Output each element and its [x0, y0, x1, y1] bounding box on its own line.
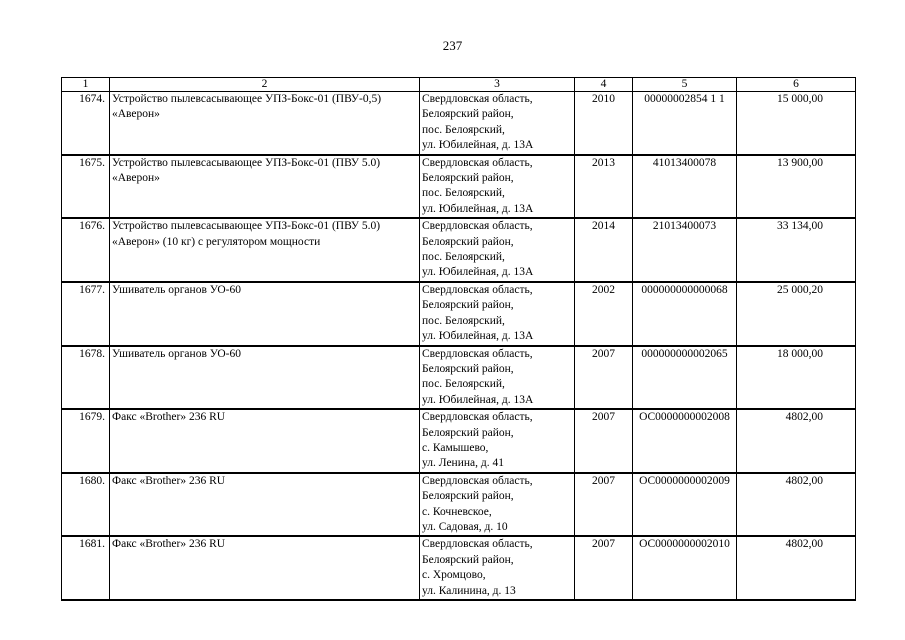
item-name: Устройство пылевсасывающее УПЗ-Бокс-01 (ПВУ-0,5) «Аверон» [112, 93, 382, 121]
row-number: 1674. [62, 92, 110, 155]
item-name-cell [110, 155, 420, 219]
item-name: Устройство пылевсасывающее УПЗ-Бокс-01 (ПВУ 5.0) «Аверон» [112, 156, 381, 185]
address-line: Свердловская область, [422, 220, 533, 233]
table-row [62, 536, 856, 600]
address-line: пос. Белоярский, [422, 187, 505, 200]
item-name-cell [110, 92, 420, 155]
address-line: ул. Садовая, д. 10 [422, 520, 508, 533]
address-cell [420, 155, 575, 219]
year-cell: 2010 [575, 92, 633, 155]
year-cell: 2014 [575, 218, 633, 282]
item-name: Факс «Brother» 236 RU [112, 538, 226, 551]
address-line: Свердловская область, [422, 156, 533, 169]
address-cell [420, 92, 575, 155]
address-line: Свердловская область, [422, 474, 533, 487]
item-name-cell [110, 346, 420, 410]
address-cell [420, 282, 575, 346]
amount-cell: 4802,00 [737, 409, 856, 473]
address-line: с. Кочневское, [422, 505, 492, 518]
amount-cell: 4802,00 [737, 536, 856, 600]
item-name: Ушиватель органов УО-60 [112, 347, 241, 360]
table-body [62, 92, 856, 601]
address-line: ул. Ленина, д. 41 [422, 457, 504, 470]
table-row [62, 155, 856, 219]
header-col-5: 5 [633, 78, 737, 92]
address-line: с. Хромцово, [422, 569, 486, 582]
year-cell: 2007 [575, 536, 633, 600]
address-line: Белоярский район, [422, 235, 514, 248]
address-line: ул. Юбилейная, д. 13А [422, 266, 534, 279]
inventory-number-cell: ОС0000000002009 [633, 473, 737, 537]
amount-cell: 33 134,00 [737, 218, 856, 282]
address-cell [420, 409, 575, 473]
year-cell: 2007 [575, 409, 633, 473]
item-name: Ушиватель органов УО-60 [112, 283, 241, 296]
header-col-6: 6 [737, 78, 856, 92]
inventory-number-cell: ОС0000000002010 [633, 536, 737, 600]
address-line: Свердловская область, [422, 538, 533, 551]
amount-cell: 4802,00 [737, 473, 856, 537]
row-number: 1680. [62, 473, 110, 537]
inventory-number-cell: 00000002854 1 1 [633, 92, 737, 155]
address-cell [420, 346, 575, 410]
amount-cell: 15 000,00 [737, 92, 856, 155]
address-line: пос. Белоярский, [422, 123, 505, 136]
row-number: 1676. [62, 218, 110, 282]
amount-cell: 13 900,00 [737, 155, 856, 219]
address-line: Белоярский район, [422, 172, 514, 185]
address-line: пос. Белоярский, [422, 378, 505, 391]
address-cell [420, 536, 575, 600]
year-cell: 2013 [575, 155, 633, 219]
table-row [62, 282, 856, 346]
item-name-cell [110, 282, 420, 346]
header-col-3: 3 [420, 78, 575, 92]
item-name: Факс «Brother» 236 RU [112, 411, 226, 424]
row-number: 1675. [62, 155, 110, 219]
address-cell [420, 218, 575, 282]
row-number: 1679. [62, 409, 110, 473]
amount-cell: 25 000,20 [737, 282, 856, 346]
address-line: ул. Юбилейная, д. 13А [422, 202, 534, 215]
address-line: Белоярский район, [422, 490, 514, 503]
year-cell: 2007 [575, 473, 633, 537]
header-col-1: 1 [62, 78, 110, 92]
inventory-number-cell: 21013400073 [633, 218, 737, 282]
table-row [62, 473, 856, 537]
table-header-row [62, 78, 856, 92]
year-cell: 2002 [575, 282, 633, 346]
address-line: ул. Калинина, д. 13 [422, 584, 516, 597]
item-name-cell [110, 218, 420, 282]
address-cell [420, 473, 575, 537]
address-line: пос. Белоярский, [422, 251, 505, 264]
table-row [62, 218, 856, 282]
page-number: 237 [442, 38, 463, 53]
header-col-4: 4 [575, 78, 633, 92]
inventory-number-cell: ОС0000000002008 [633, 409, 737, 473]
item-name-cell [110, 409, 420, 473]
header-col-2: 2 [110, 78, 420, 92]
address-line: Свердловская область, [422, 411, 533, 424]
item-name: Факс «Brother» 236 RU [112, 474, 226, 487]
address-line: ул. Юбилейная, д. 13А [422, 393, 534, 406]
row-number: 1678. [62, 346, 110, 410]
item-name-cell [110, 536, 420, 600]
address-line: с. Камышево, [422, 441, 489, 454]
item-name: Устройство пылевсасывающее УПЗ-Бокс-01 (ПВУ 5.0) «Аверон» (10 кг) с регулятором мощности [112, 220, 381, 248]
table-row [62, 92, 856, 155]
table-row [62, 409, 856, 473]
address-line: ул. Юбилейная, д. 13А [422, 330, 534, 343]
inventory-number-cell: 000000000000068 [633, 282, 737, 346]
address-line: Свердловская область, [422, 283, 533, 296]
property-registry-table [61, 77, 856, 601]
address-line: Свердловская область, [422, 347, 533, 360]
address-line: Белоярский район, [422, 553, 514, 566]
inventory-number-cell: 000000000002065 [633, 346, 737, 410]
address-line: Белоярский район, [422, 299, 514, 312]
amount-cell: 18 000,00 [737, 346, 856, 410]
address-line: Белоярский район, [422, 108, 514, 121]
inventory-number-cell: 41013400078 [633, 155, 737, 219]
row-number: 1677. [62, 282, 110, 346]
item-name-cell [110, 473, 420, 537]
year-cell: 2007 [575, 346, 633, 410]
address-line: Белоярский район, [422, 426, 514, 439]
address-line: Свердловская область, [422, 93, 533, 105]
address-line: пос. Белоярский, [422, 314, 505, 327]
address-line: ул. Юбилейная, д. 13А [422, 139, 534, 152]
table-row [62, 346, 856, 410]
row-number: 1681. [62, 536, 110, 600]
address-line: Белоярский район, [422, 362, 514, 375]
